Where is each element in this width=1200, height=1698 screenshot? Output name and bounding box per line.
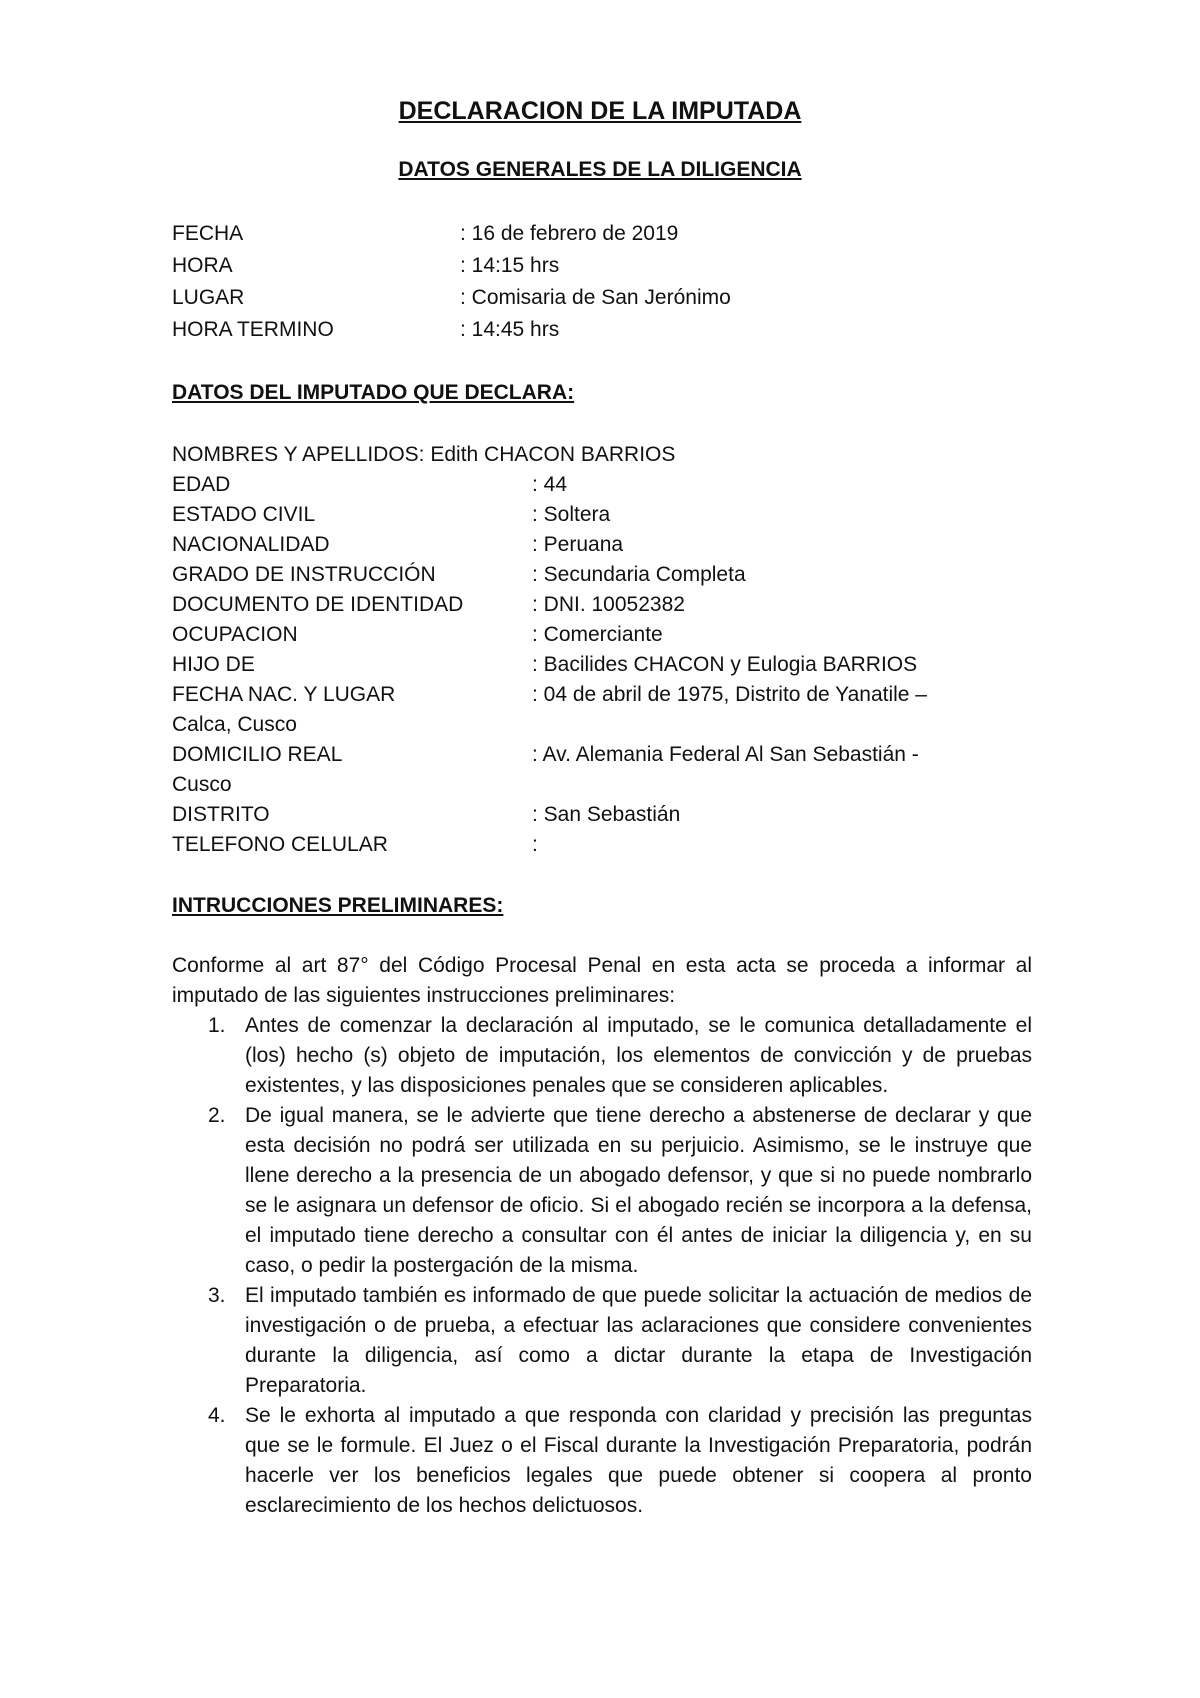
field-label-hijo-de: HIJO DE bbox=[172, 653, 255, 676]
list-item-text: De igual manera, se le advierte que tiene derecho a abstenerse de declarar y que esta decisión no podrá ser utilizada en su perjuicio. Asimismo, se le instruye que llene derecho a la presencia de un abogado defensor, y que si no puede nombrarlo se le asignara un defensor de oficio. Si el abogado recién se incorpora a la defensa, el imputado tiene derecho a consultar con él antes de iniciar la diligencia y, en su caso, o pedir la postergación de la misma. bbox=[245, 1104, 1032, 1277]
field-value-ocupacion: : Comerciante bbox=[532, 623, 663, 646]
field-value-nombres: : Edith CHACON BARRIOS bbox=[418, 443, 676, 466]
field-label-nacionalidad: NACIONALIDAD bbox=[172, 533, 330, 556]
field-row bbox=[172, 740, 1032, 800]
instrucciones-list bbox=[172, 1011, 1032, 1521]
field-label-fecha: FECHA bbox=[172, 222, 244, 245]
field-value-fecha-nac: : 04 de abril de 1975, Distrito de Yanatile – bbox=[532, 683, 927, 706]
field-label-grado-instruccion: GRADO DE INSTRUCCIÓN bbox=[172, 563, 436, 586]
list-item bbox=[172, 1011, 1032, 1101]
list-item-number: 3. bbox=[208, 1284, 226, 1307]
field-value-distrito: : San Sebastián bbox=[532, 803, 681, 826]
field-label-estado-civil: ESTADO CIVIL bbox=[172, 503, 316, 526]
field-value-domicilio-cont: Cusco bbox=[172, 773, 232, 796]
list-item-number: 4. bbox=[208, 1404, 226, 1427]
field-row bbox=[172, 620, 1032, 650]
field-label-domicilio: DOMICILIO REAL bbox=[172, 743, 343, 766]
field-row bbox=[172, 315, 1032, 347]
list-item-text: El imputado también es informado de que puede solicitar la actuación de medios de investigación o de prueba, a efectuar las aclaraciones que considere convenientes durante la diligencia, así como a dictar durante la etapa de Investigación Preparatoria. bbox=[245, 1284, 1032, 1397]
field-value-hijo-de: : Bacilides CHACON y Eulogia BARRIOS bbox=[532, 653, 918, 676]
field-row bbox=[172, 560, 1032, 590]
field-value-grado-instruccion: : Secundaria Completa bbox=[532, 563, 746, 586]
field-value-fecha: : 16 de febrero de 2019 bbox=[460, 222, 679, 245]
diligencia-fields bbox=[172, 219, 1032, 347]
field-row bbox=[172, 500, 1032, 530]
field-value-edad: : 44 bbox=[532, 473, 568, 496]
instrucciones-intro: Conforme al art 87° del Código Procesal Penal en esta acta se proceda a informar al imputado de las siguientes instrucciones preliminares: bbox=[172, 954, 1032, 1007]
field-row bbox=[172, 530, 1032, 560]
field-label-hora: HORA bbox=[172, 254, 233, 277]
list-item bbox=[172, 1101, 1032, 1281]
field-label-edad: EDAD bbox=[172, 473, 231, 496]
field-value-fecha-nac-cont: Calca, Cusco bbox=[172, 713, 297, 736]
list-item-text: Se le exhorta al imputado a que responda con claridad y precisión las preguntas que se le formule. El Juez o el Fiscal durante la Investigación Preparatoria, podrán hacerle ver los beneficios legales que puede obtener si coopera al pronto esclarecimiento de los hechos delictuosos. bbox=[245, 1404, 1032, 1517]
field-label-distrito: DISTRITO bbox=[172, 803, 270, 826]
section-heading-instrucciones: INTRUCCIONES PRELIMINARES: bbox=[172, 894, 504, 917]
section-heading-imputado: DATOS DEL IMPUTADO QUE DECLARA: bbox=[172, 381, 575, 404]
field-value-documento: : DNI. 10052382 bbox=[532, 593, 685, 616]
field-row bbox=[172, 800, 1032, 830]
field-row bbox=[172, 440, 1032, 470]
field-row bbox=[172, 283, 1032, 315]
list-item-number: 2. bbox=[208, 1104, 226, 1127]
field-row bbox=[172, 470, 1032, 500]
list-item-number: 1. bbox=[208, 1014, 226, 1037]
field-label-lugar: LUGAR bbox=[172, 286, 245, 309]
field-value-domicilio: : Av. Alemania Federal Al San Sebastián - bbox=[532, 743, 919, 766]
field-row bbox=[172, 251, 1032, 283]
field-value-hora: : 14:15 hrs bbox=[460, 254, 560, 277]
field-label-ocupacion: OCUPACION bbox=[172, 623, 298, 646]
field-label-fecha-nac: FECHA NAC. Y LUGAR bbox=[172, 683, 396, 706]
list-item-text: Antes de comenzar la declaración al imputado, se le comunica detalladamente el (los) hecho (s) objeto de imputación, los elementos de convicción y de pruebas existentes, y las disposiciones penales que se consideren aplicables. bbox=[245, 1014, 1032, 1097]
document-title: DECLARACION DE LA IMPUTADA bbox=[398, 97, 802, 125]
section-title-diligencia: DATOS GENERALES DE LA DILIGENCIA bbox=[398, 158, 802, 181]
field-row bbox=[172, 680, 1032, 740]
list-item bbox=[172, 1281, 1032, 1401]
field-label-documento: DOCUMENTO DE IDENTIDAD bbox=[172, 593, 464, 616]
field-row bbox=[172, 219, 1032, 251]
field-value-hora-termino: : 14:45 hrs bbox=[460, 318, 560, 341]
list-item bbox=[172, 1401, 1032, 1521]
field-value-estado-civil: : Soltera bbox=[532, 503, 611, 526]
field-row bbox=[172, 590, 1032, 620]
field-row bbox=[172, 830, 1032, 860]
field-value-nacionalidad: : Peruana bbox=[532, 533, 624, 556]
field-label-hora-termino: HORA TERMINO bbox=[172, 318, 334, 341]
imputado-fields bbox=[172, 440, 1032, 860]
field-row bbox=[172, 650, 1032, 680]
field-value-lugar: : Comisaria de San Jerónimo bbox=[460, 286, 731, 309]
field-label-nombres: NOMBRES Y APELLIDOS bbox=[172, 443, 419, 466]
field-value-telefono: : bbox=[532, 833, 538, 856]
field-label-telefono: TELEFONO CELULAR bbox=[172, 833, 388, 856]
